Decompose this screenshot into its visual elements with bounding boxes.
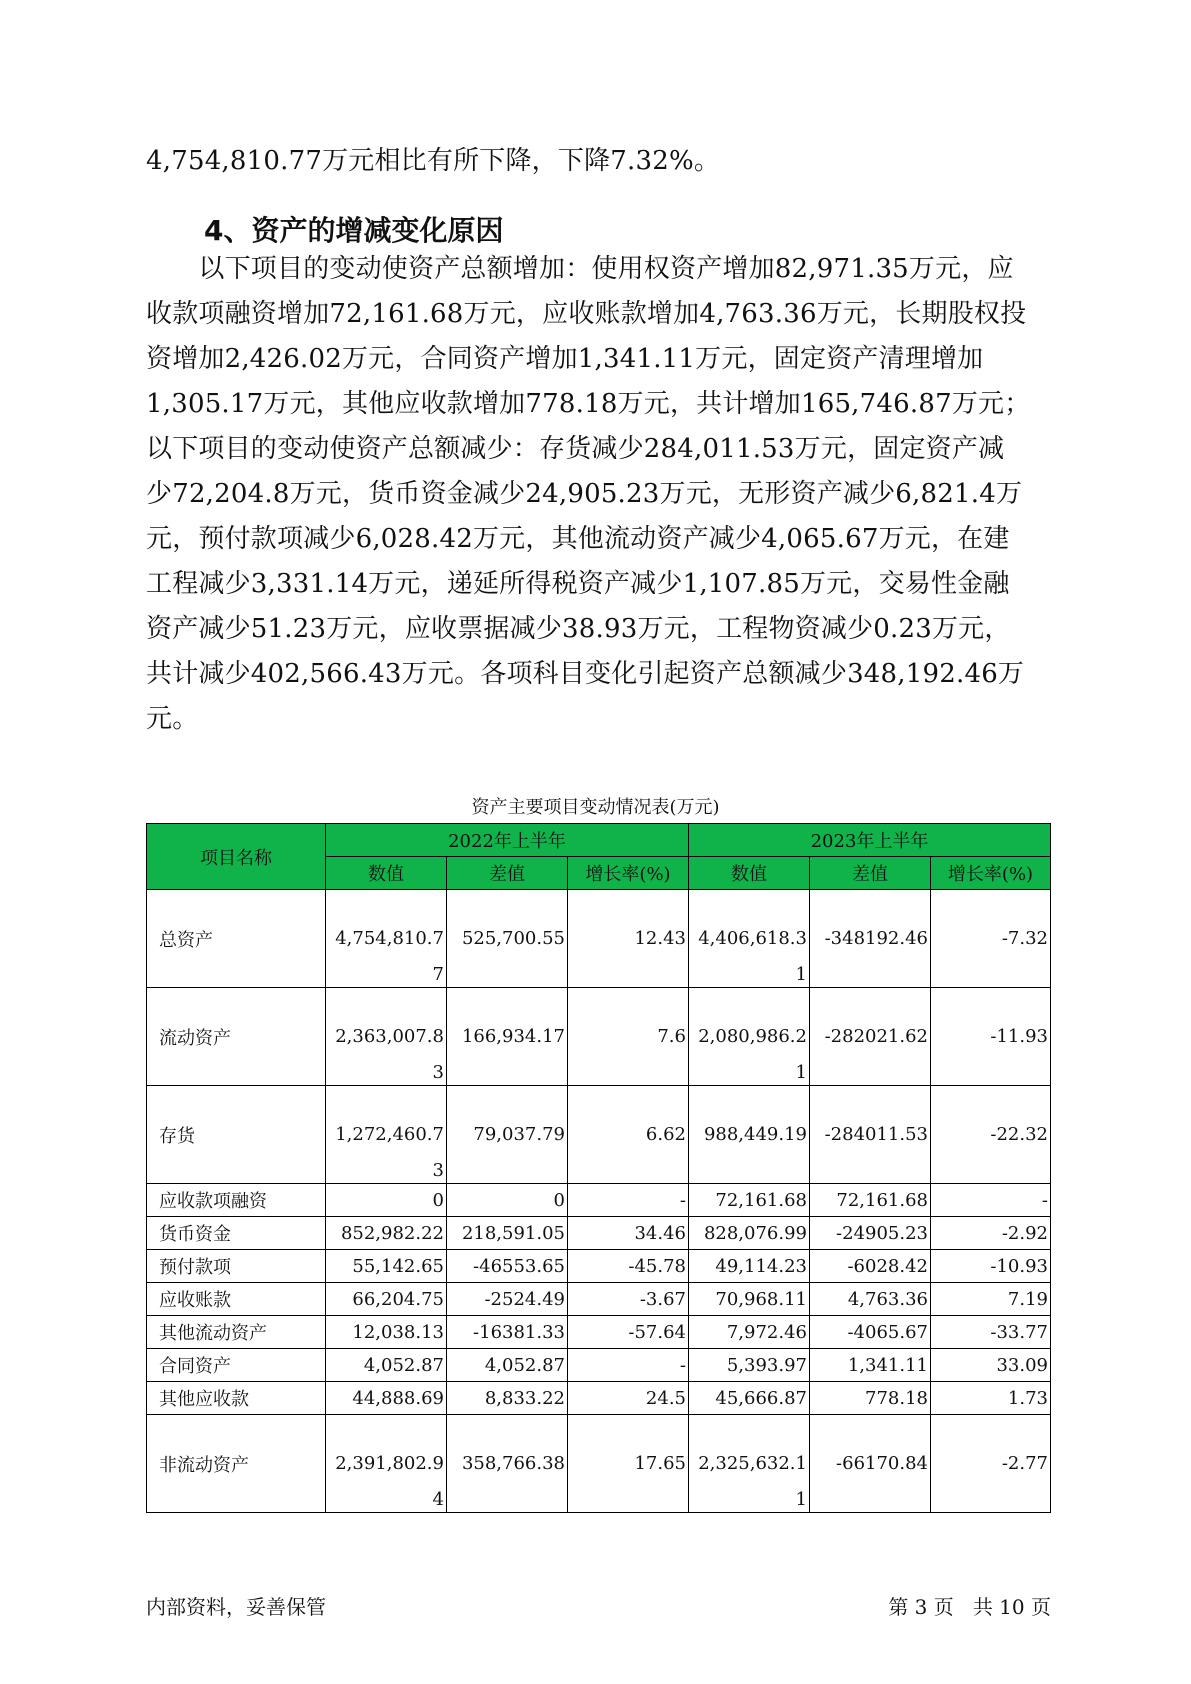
paragraph-line-8: 工程减少3,331.14万元，递延所得税资产减少1,107.85万元，交易性金融	[146, 569, 1010, 599]
diff-2022: -46553.65	[447, 1250, 568, 1283]
value-2023: 49,114.23	[689, 1250, 810, 1283]
value-2022: 4,052.87	[326, 1349, 447, 1382]
diff-2022: 0	[447, 1184, 568, 1217]
header-diff-2023: 差值	[810, 857, 931, 890]
value-2022: 1,272,460.7 3	[326, 1086, 447, 1184]
growth-2022: 6.62	[568, 1086, 689, 1184]
diff-2022: 4,052.87	[447, 1349, 568, 1382]
value-2023: 45,666.87	[689, 1382, 810, 1415]
growth-2023: -33.77	[931, 1316, 1051, 1349]
row-name: 存货	[147, 1086, 326, 1184]
growth-2023: -2.92	[931, 1217, 1051, 1250]
section-heading: 4、资产的增减变化原因	[204, 214, 504, 247]
diff-2023: 1,341.11	[810, 1349, 931, 1382]
value-2022: 12,038.13	[326, 1316, 447, 1349]
row-name: 应收账款	[147, 1283, 326, 1316]
growth-2022: -	[568, 1184, 689, 1217]
header-growth-2023: 增长率(%)	[931, 857, 1051, 890]
value-2022: 2,363,007.8 3	[326, 988, 447, 1086]
diff-2022: 358,766.38	[447, 1415, 568, 1513]
growth-2023: -7.32	[931, 890, 1051, 988]
diff-2023: -6028.42	[810, 1250, 931, 1283]
table-row	[147, 1184, 1051, 1217]
growth-2023: -	[931, 1184, 1051, 1217]
footer-page-number: 第 3 页 共 10 页	[888, 1595, 1051, 1619]
table-row	[147, 1316, 1051, 1349]
value-2023: 5,393.97	[689, 1349, 810, 1382]
value-2022: 55,142.65	[326, 1250, 447, 1283]
header-growth-2022: 增长率(%)	[568, 857, 689, 890]
diff-2022: 166,934.17	[447, 988, 568, 1086]
growth-2023: 7.19	[931, 1283, 1051, 1316]
diff-2022: 525,700.55	[447, 890, 568, 988]
table-row	[147, 1349, 1051, 1382]
row-name: 总资产	[147, 890, 326, 988]
growth-2022: 34.46	[568, 1217, 689, 1250]
table-row	[147, 988, 1051, 1086]
table-row	[147, 1217, 1051, 1250]
value-2022: 4,754,810.7 7	[326, 890, 447, 988]
table-row	[147, 1415, 1051, 1513]
growth-2023: -11.93	[931, 988, 1051, 1086]
paragraph-line-3: 资增加2,426.02万元，合同资产增加1,341.11万元，固定资产清理增加	[146, 344, 984, 374]
paragraph-line-1: 以下项目的变动使资产总额增加：使用权资产增加82,971.35万元，应	[146, 254, 1014, 284]
footer-confidential-note: 内部资料，妥善保管	[146, 1595, 326, 1619]
row-name: 非流动资产	[147, 1415, 326, 1513]
diff-2023: 72,161.68	[810, 1184, 931, 1217]
diff-2023: -24905.23	[810, 1217, 931, 1250]
growth-2022: -3.67	[568, 1283, 689, 1316]
growth-2022: -45.78	[568, 1250, 689, 1283]
paragraph-line-2: 收款项融资增加72,161.68万元，应收账款增加4,763.36万元，长期股权投	[146, 299, 1027, 329]
table-row	[147, 890, 1051, 988]
diff-2023: -348192.46	[810, 890, 931, 988]
header-period-2023: 2023年上半年	[689, 824, 1051, 857]
growth-2022: 24.5	[568, 1382, 689, 1415]
diff-2023: -66170.84	[810, 1415, 931, 1513]
value-2022: 2,391,802.9 4	[326, 1415, 447, 1513]
diff-2023: -282021.62	[810, 988, 931, 1086]
header-diff-2022: 差值	[447, 857, 568, 890]
table-row	[147, 1283, 1051, 1316]
value-2023: 988,449.19	[689, 1086, 810, 1184]
diff-2022: -16381.33	[447, 1316, 568, 1349]
row-name: 其他应收款	[147, 1382, 326, 1415]
paragraph-line-7: 元，预付款项减少6,028.42万元，其他流动资产减少4,065.67万元，在建	[146, 524, 1010, 554]
value-2023: 72,161.68	[689, 1184, 810, 1217]
row-name: 其他流动资产	[147, 1316, 326, 1349]
paragraph-line-10: 共计减少402,566.43万元。各项科目变化引起资产总额减少348,192.46万	[146, 659, 1025, 689]
growth-2022: -	[568, 1349, 689, 1382]
paragraph-line-6: 少72,204.8万元，货币资金减少24,905.23万元，无形资产减少6,821.4万	[146, 479, 1023, 509]
diff-2023: -4065.67	[810, 1316, 931, 1349]
growth-2022: -57.64	[568, 1316, 689, 1349]
value-2022: 44,888.69	[326, 1382, 447, 1415]
value-2022: 852,982.22	[326, 1217, 447, 1250]
table-row	[147, 1086, 1051, 1184]
growth-2023: -22.32	[931, 1086, 1051, 1184]
asset-changes-table	[146, 823, 1051, 1513]
diff-2023: -284011.53	[810, 1086, 931, 1184]
table-caption: 资产主要项目变动情况表(万元)	[471, 797, 720, 818]
growth-2023: 1.73	[931, 1382, 1051, 1415]
diff-2023: 778.18	[810, 1382, 931, 1415]
value-2023: 2,325,632.1 1	[689, 1415, 810, 1513]
row-name: 应收款项融资	[147, 1184, 326, 1217]
paragraph-line-4: 1,305.17万元，其他应收款增加778.18万元，共计增加165,746.87万元；	[146, 389, 1031, 419]
value-2023: 828,076.99	[689, 1217, 810, 1250]
value-2023: 2,080,986.2 1	[689, 988, 810, 1086]
paragraph-line-9: 资产减少51.23万元，应收票据减少38.93万元，工程物资减少0.23万元，	[146, 614, 1011, 644]
value-2023: 7,972.46	[689, 1316, 810, 1349]
intro-paragraph-line: 4,754,810.77万元相比有所下降，下降7.32%。	[146, 146, 721, 176]
header-period-2022: 2022年上半年	[326, 824, 689, 857]
value-2023: 4,406,618.3 1	[689, 890, 810, 988]
growth-2022: 7.6	[568, 988, 689, 1086]
paragraph-line-11: 元。	[146, 704, 199, 734]
header-item-name: 项目名称	[147, 824, 326, 890]
header-value-2022: 数值	[326, 857, 447, 890]
value-2022: 0	[326, 1184, 447, 1217]
row-name: 流动资产	[147, 988, 326, 1086]
diff-2023: 4,763.36	[810, 1283, 931, 1316]
growth-2023: 33.09	[931, 1349, 1051, 1382]
value-2023: 70,968.11	[689, 1283, 810, 1316]
row-name: 合同资产	[147, 1349, 326, 1382]
row-name: 货币资金	[147, 1217, 326, 1250]
diff-2022: 218,591.05	[447, 1217, 568, 1250]
growth-2023: -2.77	[931, 1415, 1051, 1513]
growth-2022: 12.43	[568, 890, 689, 988]
header-value-2023: 数值	[689, 857, 810, 890]
table-row	[147, 1250, 1051, 1283]
diff-2022: 8,833.22	[447, 1382, 568, 1415]
diff-2022: -2524.49	[447, 1283, 568, 1316]
paragraph-line-5: 以下项目的变动使资产总额减少：存货减少284,011.53万元，固定资产减	[146, 434, 1005, 464]
growth-2023: -10.93	[931, 1250, 1051, 1283]
growth-2022: 17.65	[568, 1415, 689, 1513]
table-row	[147, 1382, 1051, 1415]
value-2022: 66,204.75	[326, 1283, 447, 1316]
diff-2022: 79,037.79	[447, 1086, 568, 1184]
row-name: 预付款项	[147, 1250, 326, 1283]
